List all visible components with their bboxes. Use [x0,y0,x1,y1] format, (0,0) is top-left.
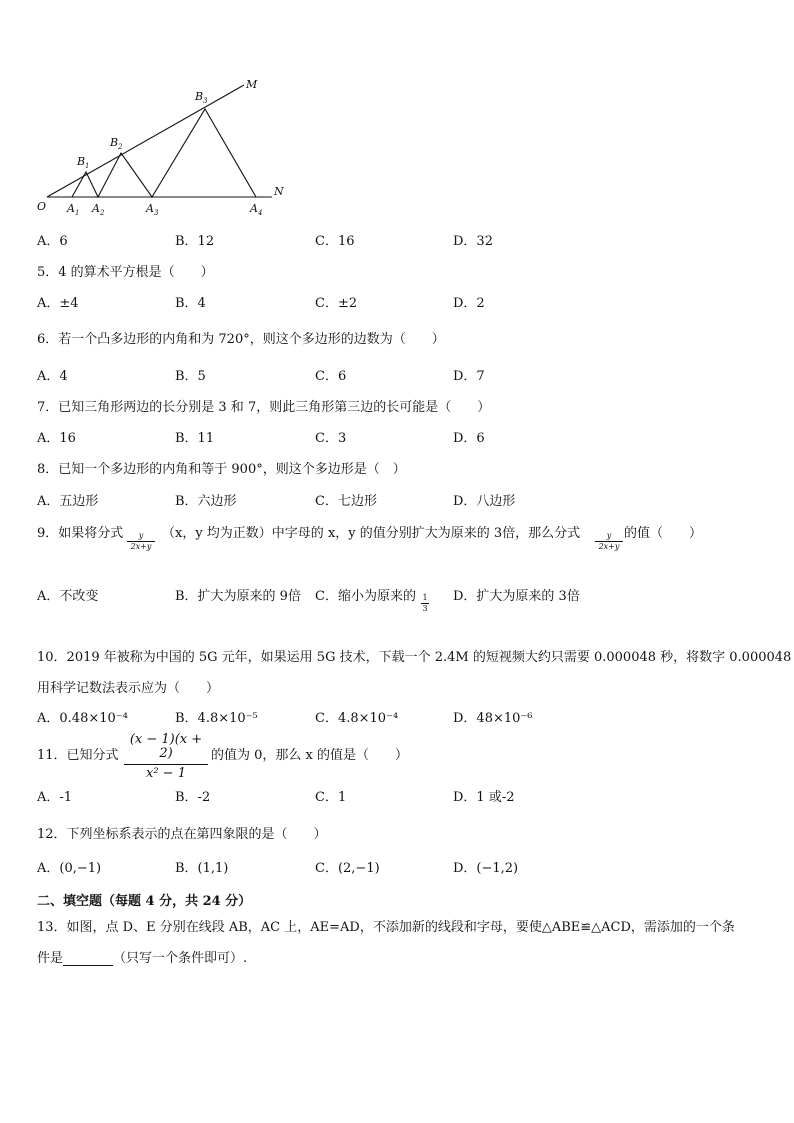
q11-fraction [124,733,208,781]
q9-option-c-fraction-num: 1 [422,593,428,602]
q11-stem-b: 的值为 0，那么 x 的值是（ ） [211,748,408,763]
q5-stem: 5．4 的算术平方根是（ ） [37,265,214,280]
q13-stem-line2 [37,947,247,966]
q4-option-a[interactable]: A．6 [37,234,68,249]
q11-option-a[interactable]: A．-1 [37,790,73,805]
q6-stem: 6．若一个凸多边形的内角和为 720°，则这个多边形的边数为（ ） [37,332,445,347]
q6-option-b[interactable]: B．5 [175,369,206,384]
q10-option-a[interactable]: A．0.48×10⁻⁴ [37,711,128,726]
q6-option-d[interactable]: D．7 [453,369,485,384]
q12-option-b[interactable]: B．(1,1) [175,861,229,876]
q11-fraction-den: x² − 1 [146,765,186,781]
q5-option-d[interactable]: D．2 [453,296,485,311]
q12-stem: 12．下列坐标系表示的点在第四象限的是（ ） [37,827,327,842]
q5-option-b[interactable]: B．4 [175,296,206,311]
q9-stem-c: 的值（ ） [624,526,703,541]
label-a1: A [67,202,75,215]
q13-stem-line2-a: 件是 [37,951,64,966]
q9-option-c-fraction [421,594,429,613]
q9-option-d[interactable]: D．扩大为原来的 3倍 [453,589,580,604]
q11-stem-a: 11．已知分式 [37,748,119,763]
section-2-title: 二、填空题（每题 4 分，共 24 分） [37,894,252,909]
q7-option-d[interactable]: D．6 [453,431,485,446]
label-b2: B [110,136,119,149]
q10-option-d[interactable]: D．48×10⁻⁶ [453,711,533,726]
label-m: M [246,78,258,91]
q12-option-a[interactable]: A．(0,−1) [37,861,102,876]
q12-option-c[interactable]: C．(2,−1) [315,861,380,876]
label-b1-sub: 1 [85,162,90,170]
q8-option-b[interactable]: B．六边形 [175,494,237,509]
q10-option-c[interactable]: C．4.8×10⁻⁴ [315,711,399,726]
q13-stem-line1: 13．如图，点 D、E 分别在线段 AB，AC 上，AE=AD，不添加新的线段和字母，要使△ABE≌△ACD，需添加的一个条 [37,920,735,935]
q9-option-c-fraction-den: 3 [422,604,428,613]
label-b3: B [195,90,204,103]
q4-option-b[interactable]: B．12 [175,234,215,249]
q11-fraction-num: (x − 1)(x + 2) [129,732,203,762]
q8-option-a[interactable]: A．五边形 [37,494,99,509]
zigzag [72,109,256,197]
q11-option-c[interactable]: C．1 [315,790,347,805]
q9-option-a[interactable]: A．不改变 [37,589,99,604]
label-n: N [274,185,284,198]
q10-option-b[interactable]: B．4.8×10⁻⁵ [175,711,258,726]
label-a4: A [250,202,258,215]
label-o: O [37,200,47,213]
label-b1: B [77,155,86,168]
q8-stem: 8．已知一个多边形的内角和等于 900°，则这个多边形是（ ） [37,462,406,477]
q7-stem: 7．已知三角形两边的长分别是 3 和 7，则此三角形第三边的长可能是（ ） [37,400,491,415]
q13-answer-blank[interactable] [63,953,113,966]
q9-fraction-2-den: 2x+y [598,542,620,551]
q7-option-b[interactable]: B．11 [175,431,215,446]
q6-option-a[interactable]: A．4 [37,369,68,384]
q9-fraction-num: y [138,531,144,540]
q9-option-b[interactable]: B．扩大为原来的 9倍 [175,589,301,604]
q4-option-d[interactable]: D．32 [453,234,493,249]
q9-fraction-den: 2x+y [130,542,152,551]
q11-option-d[interactable]: D．1 或-2 [453,790,515,805]
q4-option-c[interactable]: C．16 [315,234,355,249]
q10-stem-line1: 10．2019 年被称为中国的 5G 元年，如果运用 5G 技术，下载一个 2.4M 的短视频大约只需要 0.000048 秒，将数字 0.000048 [37,650,792,665]
label-b3-sub: 3 [203,97,208,105]
label-a3-sub: 3 [154,209,159,217]
q7-option-a[interactable]: A．16 [37,431,76,446]
label-a3: A [146,202,154,215]
label-a4-sub: 4 [258,209,263,217]
q7-option-c[interactable]: C．3 [315,431,347,446]
label-a2-sub: 2 [100,209,105,217]
q12-option-d[interactable]: D．(−1,2) [453,861,519,876]
q9-option-c[interactable]: C．缩小为原来的 [315,589,416,604]
q8-option-d[interactable]: D．八边形 [453,494,516,509]
q5-option-c[interactable]: C．±2 [315,296,358,311]
q10-stem-line2: 用科学记数法表示应为（ ） [37,681,220,696]
q9-fraction-2 [595,532,623,551]
q9-fraction [127,532,155,551]
label-a2: A [92,202,100,215]
q9-stem-a: 9．如果将分式 [37,526,124,541]
geometry-figure [0,0,300,225]
q11-option-b[interactable]: B．-2 [175,790,211,805]
q5-option-a[interactable]: A．±4 [37,296,79,311]
q9-stem-b: （x，y 均为正数）中字母的 x，y 的值分别扩大为原来的 3倍，那么分式 [162,526,581,541]
q6-option-c[interactable]: C．6 [315,369,347,384]
q13-stem-line2-b: （只写一个条件即可）. [113,951,248,966]
q8-option-c[interactable]: C．七边形 [315,494,377,509]
label-b2-sub: 2 [118,143,123,151]
ray-om [47,85,244,197]
label-a1-sub: 1 [75,209,80,217]
q9-fraction-2-num: y [606,531,612,540]
